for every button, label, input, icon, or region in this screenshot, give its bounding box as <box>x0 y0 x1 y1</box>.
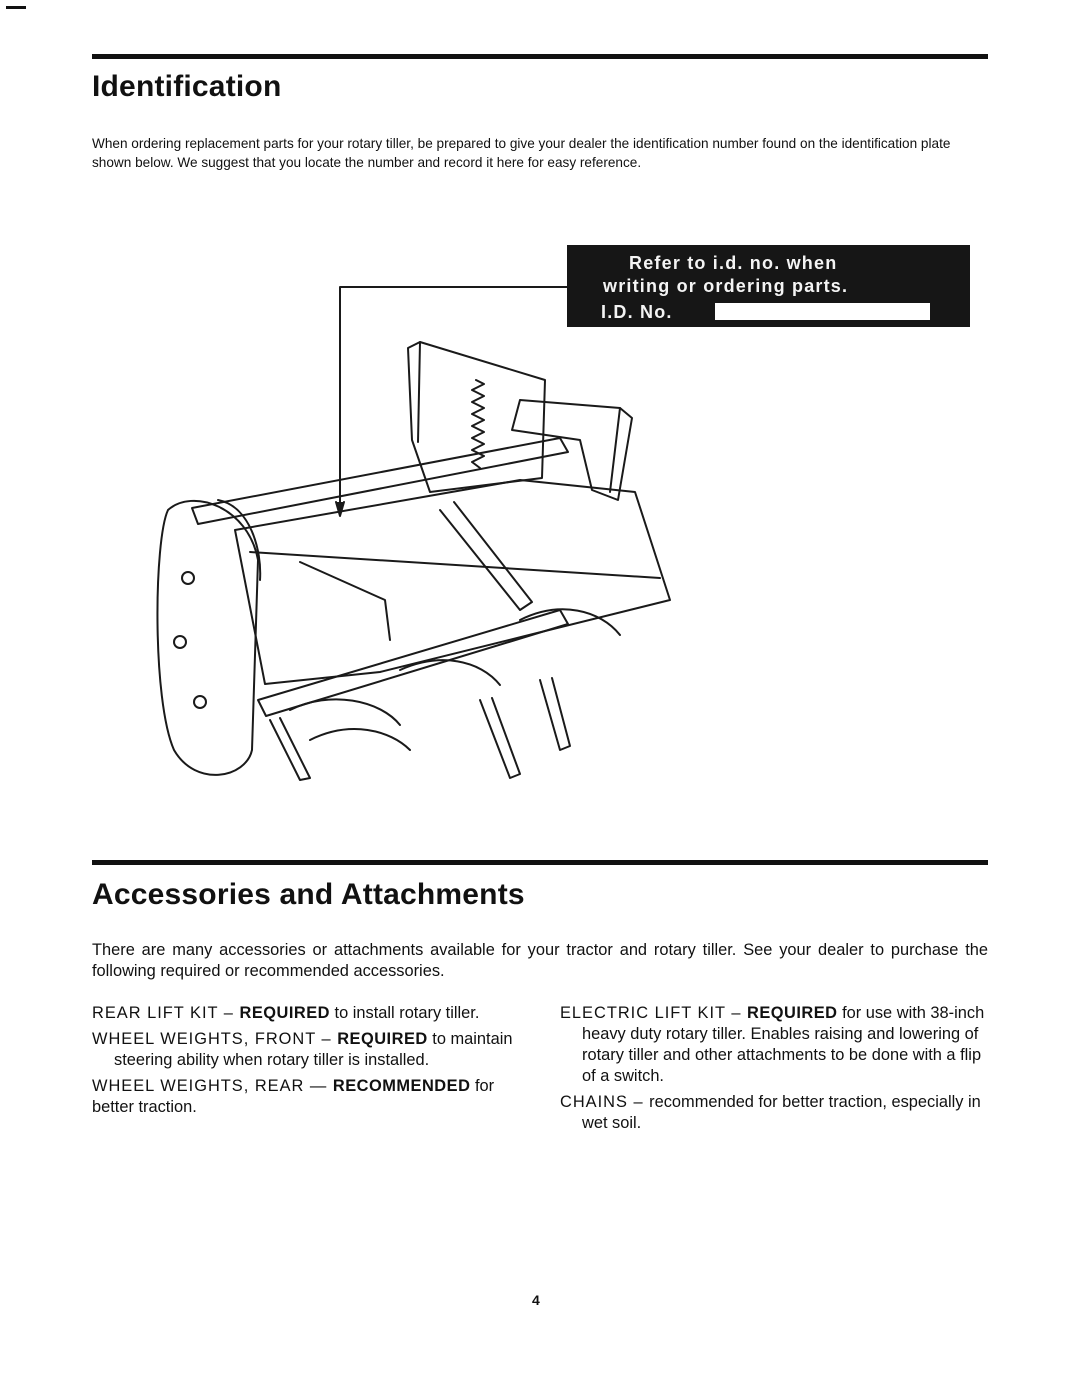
rear-skid <box>270 718 310 780</box>
accessory-text: for better traction. <box>92 1077 495 1116</box>
accessories-list-right <box>560 1003 988 1139</box>
accessory-status: REQUIRED <box>747 1004 838 1022</box>
id-plate <box>567 245 970 327</box>
accessory-item <box>92 1003 520 1024</box>
accessory-item <box>560 1003 988 1087</box>
accessory-status: recommended <box>649 1093 754 1111</box>
accessory-name: WHEEL WEIGHTS, FRONT – <box>92 1030 338 1048</box>
accessories-intro: There are many accessories or attachments available for your tractor and rotary tiller. See your dealer to purchase the following required or recommended accessories. <box>92 941 988 980</box>
plate-line-1: Refer to i.d. no. when <box>629 253 838 273</box>
accessory-name: WHEEL WEIGHTS, REAR — <box>92 1077 333 1095</box>
accessory-text: to maintain steering ability when rotary tiller is installed. <box>114 1030 513 1069</box>
plate-line-2: writing or ordering parts. <box>603 276 849 296</box>
plate-id-label: I.D. No. <box>601 302 673 322</box>
corner-mark <box>6 6 26 9</box>
accessory-item <box>92 1029 520 1071</box>
identification-heading: Identification <box>92 70 282 103</box>
accessories-heading: Accessories and Attachments <box>92 878 525 911</box>
accessory-status: REQUIRED <box>337 1030 428 1048</box>
rotary-tiller-illustration <box>140 280 700 810</box>
identification-intro: When ordering replacement parts for your rotary tiller, be prepared to give your dealer the identification number found on the identification plate shown below. We suggest that you locate the number and record it here for easy reference. <box>92 136 951 170</box>
accessory-status: REQUIRED <box>239 1004 330 1022</box>
accessory-item <box>560 1092 988 1134</box>
accessory-text: for use with 38-inch heavy duty rotary tiller. Enables raising and lowering of rotary tiller and other attachments to be done with a flip of a switch. <box>582 1004 985 1085</box>
chain-case <box>157 501 258 775</box>
accessory-text: to install rotary tiller. <box>330 1004 480 1022</box>
page-number: 4 <box>532 1292 540 1308</box>
accessory-name: ELECTRIC LIFT KIT – <box>560 1004 747 1022</box>
tines <box>310 729 410 750</box>
id-number-field[interactable] <box>715 303 930 320</box>
accessory-name: CHAINS – <box>560 1093 650 1111</box>
accessory-item <box>92 1076 520 1118</box>
tiller-hood <box>235 480 670 684</box>
accessories-list-left <box>92 1003 520 1123</box>
accessory-name: REAR LIFT KIT – <box>92 1004 240 1022</box>
accessory-text: for better traction, especially in wet soil. <box>582 1093 981 1132</box>
section-rule-identification <box>92 54 988 59</box>
section-rule-accessories <box>92 860 988 865</box>
accessory-status: RECOMMENDED <box>332 1077 471 1095</box>
